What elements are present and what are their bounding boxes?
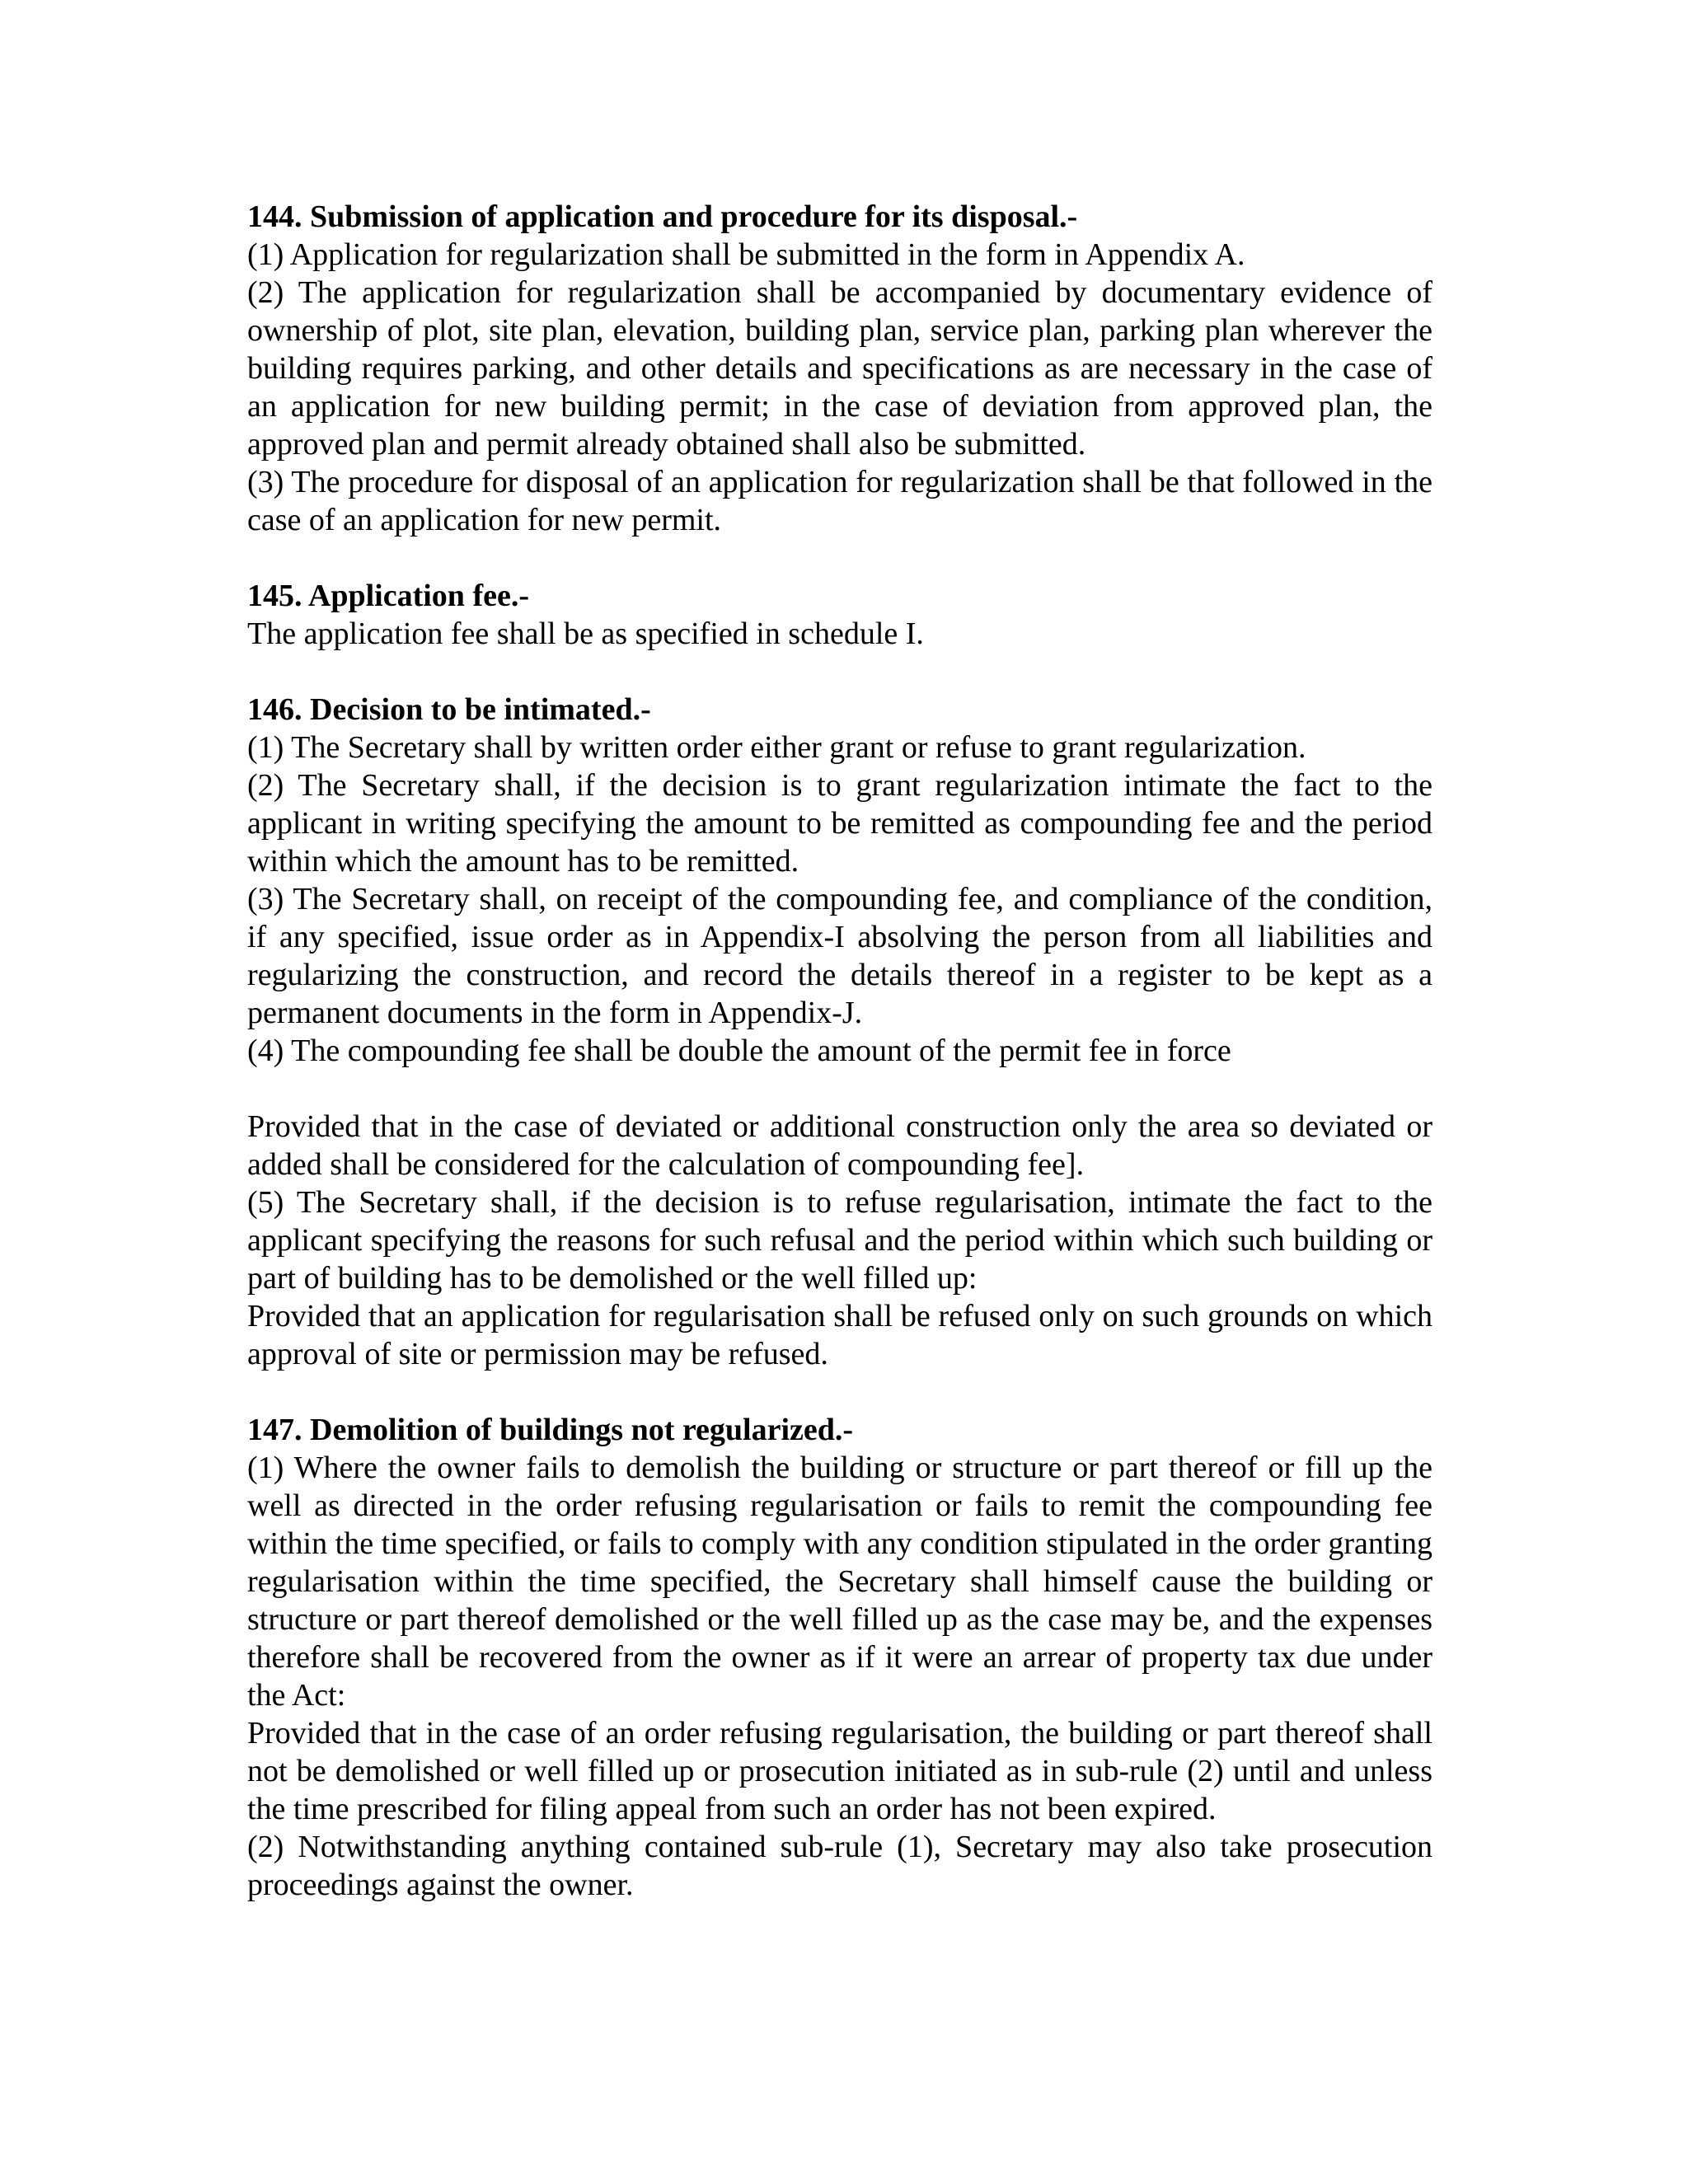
- paragraph: (5) The Secretary shall, if the decision is to refuse regularisation, intimate the fact to the applicant specifying the reasons for such refusal and the period within which such building or part of building has to be demolished or the well filled up:: [247, 1185, 1432, 1296]
- section-heading: 144. Submission of application and procedure for its disposal.-: [247, 199, 1078, 234]
- section-heading: 146. Decision to be intimated.-: [247, 692, 651, 727]
- paragraph: Provided that in the case of deviated or additional construction only the area so deviated or added shall be considered for the calculation of compounding fee].: [247, 1109, 1432, 1182]
- section-heading: 147. Demolition of buildings not regularized.-: [247, 1413, 854, 1447]
- paragraph-gap: [247, 1070, 1432, 1108]
- paragraph: (3) The procedure for disposal of an application for regularization shall be that followed in the case of an application for new permit.: [247, 465, 1432, 537]
- paragraph: The application fee shall be as specified in schedule I.: [247, 616, 924, 651]
- paragraph: (1) The Secretary shall by written order either grant or refuse to grant regularization.: [247, 730, 1306, 765]
- paragraph: (4) The compounding fee shall be double the amount of the permit fee in force: [247, 1033, 1231, 1068]
- paragraph: Provided that in the case of an order refusing regularisation, the building or part thereof shall not be demolished or well filled up or prosecution initiated as in sub-rule (2) until and unless the time prescribed for filing appeal from such an order has not been expired.: [247, 1716, 1432, 1826]
- paragraph: (2) Notwithstanding anything contained sub-rule (1), Secretary may also take prosecution proceedings against the owner.: [247, 1830, 1432, 1902]
- document-page: [247, 198, 1432, 1942]
- section-144: [247, 198, 1432, 539]
- paragraph: (2) The Secretary shall, if the decision is to grant regularization intimate the fact to the applicant in writing specifying the amount to be remitted as compounding fee and the period within which the amount has to be remitted.: [247, 768, 1432, 879]
- section-146: [247, 691, 1432, 1373]
- section-145: [247, 577, 1432, 653]
- section-147: [247, 1411, 1432, 1904]
- paragraph: (2) The application for regularization shall be accompanied by documentary evidence of ownership of plot, site plan, elevation, building plan, service plan, parking plan wherever the building requires parking, and other details and specifications as are necessary in the case of an application for new building permit; in the case of deviation from approved plan, the approved plan and permit already obtained shall also be submitted.: [247, 275, 1432, 462]
- paragraph: (1) Where the owner fails to demolish the building or structure or part thereof or fill up the well as directed in the order refusing regularisation or fails to remit the compounding fee within the time specified, or fails to comply with any condition stipulated in the order granting regularisation within the time specified, the Secretary shall himself cause the building or structure or part thereof demolished or the well filled up as the case may be, and the expenses therefore shall be recovered from the owner as if it were an arrear of property tax due under the Act:: [247, 1451, 1432, 1713]
- paragraph: (1) Application for regularization shall be submitted in the form in Appendix A.: [247, 237, 1245, 272]
- paragraph: (3) The Secretary shall, on receipt of the compounding fee, and compliance of the condition, if any specified, issue order as in Appendix-I absolving the person from all liabilities and regularizing the construction, and record the details thereof in a register to be kept as a permanent documents in the form in Appendix-J.: [247, 882, 1432, 1030]
- paragraph: Provided that an application for regularisation shall be refused only on such grounds on which approval of site or permission may be refused.: [247, 1299, 1432, 1371]
- section-heading: 145. Application fee.-: [247, 579, 529, 613]
